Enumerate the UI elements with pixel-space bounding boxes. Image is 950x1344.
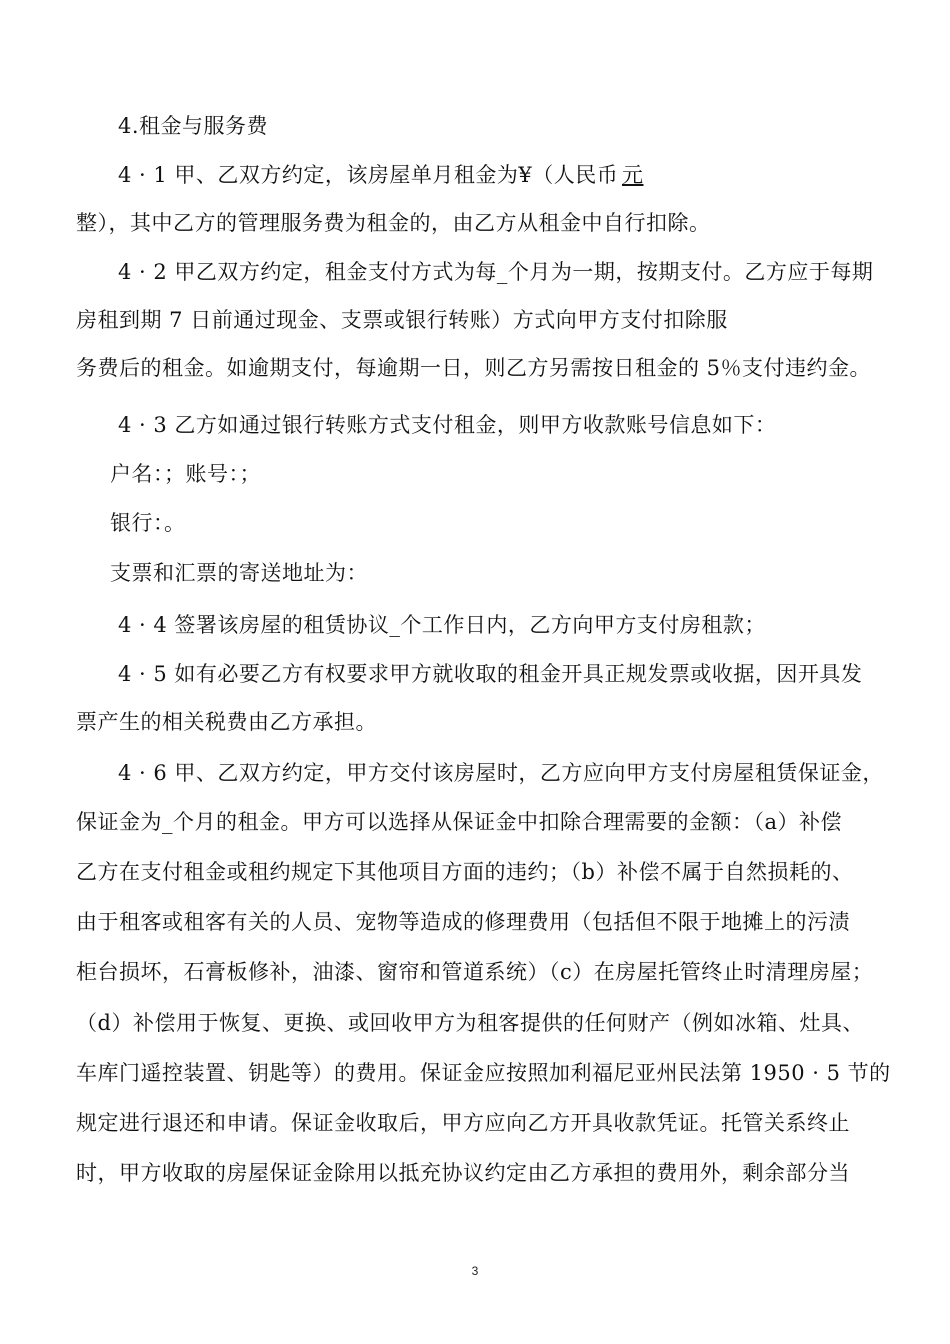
paragraph-line: 4 · 4 签署该房屋的租赁协议_个工作日内，乙方向甲方支付房租款；	[118, 613, 766, 637]
underlined-blank: 元	[622, 163, 644, 187]
paragraph-line: 4 · 6 甲、乙双方约定，甲方交付该房屋时，乙方应向甲方支付房屋租赁保证金，	[118, 761, 884, 785]
paragraph-line: 保证金为_个月的租金。甲方可以选择从保证金中扣除合理需要的金额：（a）补偿	[76, 810, 843, 834]
paragraph-line: 4 · 1 甲、乙双方约定，该房屋单月租金为¥（人民币	[118, 163, 619, 187]
paragraph-line: 房租到期 7 日前通过现金、支票或银行转账）方式向甲方支付扣除服	[76, 308, 728, 332]
paragraph-line: 4 · 3 乙方如通过银行转账方式支付租金，则甲方收款账号信息如下：	[118, 413, 777, 437]
page-number: 3	[471, 1264, 479, 1278]
paragraph-line: 规定进行退还和申请。保证金收取后，甲方应向乙方开具收款凭证。托管关系终止	[76, 1111, 850, 1135]
paragraph-line: 4 · 2 甲乙双方约定，租金支付方式为每_个月为一期，按期支付。乙方应于每期	[118, 260, 874, 284]
paragraph-line: 整），其中乙方的管理服务费为租金的，由乙方从租金中自行扣除。	[76, 211, 711, 235]
paragraph-line: 时，甲方收取的房屋保证金除用以抵充协议约定由乙方承担的费用外，剩余部分当	[76, 1161, 850, 1185]
mailing-address-line: 支票和汇票的寄送地址为：	[110, 561, 368, 585]
paragraph-line: 乙方在支付租金或租约规定下其他项目方面的违约；（b）补偿不属于自然损耗的、	[76, 860, 854, 884]
paragraph-line: 务费后的租金。如逾期支付，每逾期一日，则乙方另需按日租金的 5％支付违约金。	[76, 356, 872, 380]
paragraph-line: 柜台损坏，石膏板修补，油漆、窗帘和管道系统）（c）在房屋托管终止时清理房屋；	[76, 960, 874, 984]
bank-line: 银行：。	[110, 511, 186, 535]
paragraph-line: 票产生的相关税费由乙方承担。	[76, 710, 377, 734]
paragraph-line: 车库门遥控装置、钥匙等）的费用。保证金应按照加利福尼亚州民法第 1950 · 5 节的	[76, 1061, 891, 1085]
account-name-line: 户名：；账号：；	[110, 462, 261, 486]
paragraph-line: 由于租客或租客有关的人员、宠物等造成的修理费用（包括但不限于地摊上的污渍	[76, 910, 850, 934]
section-heading: 4.租金与服务费	[118, 114, 269, 138]
paragraph-line: 4 · 5 如有必要乙方有权要求甲方就收取的租金开具正规发票或收据，因开具发	[118, 662, 863, 686]
paragraph-line: （d）补偿用于恢复、更换、或回收甲方为租客提供的任何财产（例如冰箱、灶具、	[76, 1011, 864, 1035]
